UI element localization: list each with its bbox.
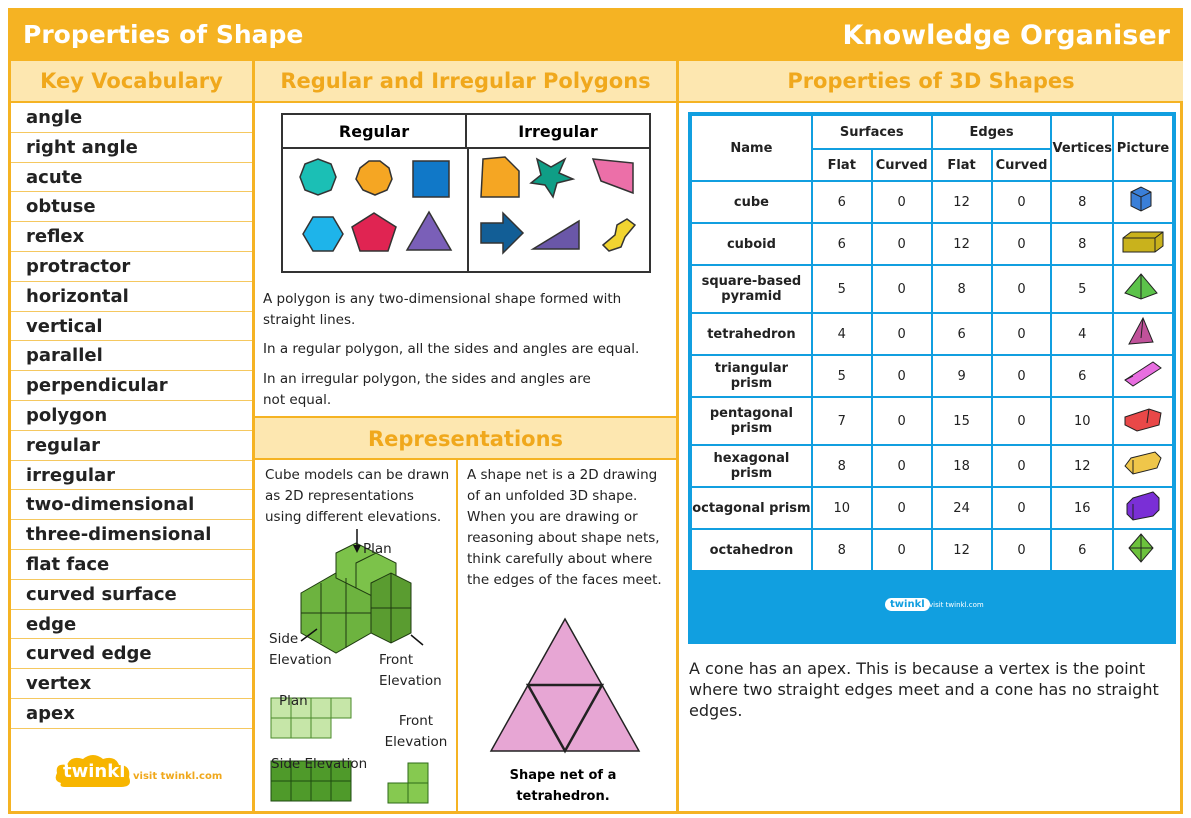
square-pyramid-icon	[1119, 271, 1167, 303]
vocab-item: regular	[11, 431, 252, 461]
edges-curved-cell: 0	[992, 397, 1052, 445]
col-surfaces-curved: Curved	[872, 149, 932, 181]
irregular-triangle	[533, 221, 579, 249]
shape-name-cell: triangular prism	[691, 355, 812, 397]
vocab-item: curved edge	[11, 639, 252, 669]
shapes3d-table-frame	[688, 112, 1176, 644]
label-front-elevation-2: Front Elevation	[384, 713, 448, 750]
middle-column	[255, 61, 679, 814]
vocab-item: parallel	[11, 341, 252, 371]
octagonal-prism-icon	[1119, 490, 1167, 522]
vertices-cell: 4	[1051, 313, 1113, 355]
col-edges: Edges	[932, 115, 1052, 149]
table-footer-logo	[885, 596, 985, 620]
label-front-elevation: Front Elevation	[379, 652, 442, 689]
shapes3d-table	[690, 114, 1174, 572]
top-banner	[11, 11, 1180, 61]
edges-flat-cell: 8	[932, 265, 992, 313]
vertices-cell: 8	[1051, 223, 1113, 265]
shapes3d-heading: Properties of 3D Shapes	[679, 61, 1183, 103]
shape-name-cell: octagonal prism	[691, 487, 812, 529]
edges-curved-cell: 0	[992, 223, 1052, 265]
picture-cell	[1113, 397, 1173, 445]
irregular-pentagon	[481, 157, 519, 197]
vertices-cell: 16	[1051, 487, 1113, 529]
edges-curved-cell: 0	[992, 355, 1052, 397]
shape-row	[691, 487, 1173, 529]
edges-curved-cell: 0	[992, 529, 1052, 571]
twinkl-footer-visit: visit twinkl.com	[929, 601, 984, 609]
surfaces-flat-cell: 4	[812, 313, 872, 355]
vocab-item: angle	[11, 103, 252, 133]
shape-net-text: A shape net is a 2D drawing of an unfolded 3D shape. When you are drawing or reasoning about shape nets, think carefully about where the edges of the faces meet.	[467, 467, 662, 588]
vertices-cell: 8	[1051, 181, 1113, 223]
vocab-item: flat face	[11, 550, 252, 580]
shape-row	[691, 223, 1173, 265]
picture-cell	[1113, 445, 1173, 487]
shape-row	[691, 265, 1173, 313]
vertices-cell: 5	[1051, 265, 1113, 313]
page-title: Properties of Shape	[23, 20, 304, 49]
edges-flat-cell: 6	[932, 313, 992, 355]
shape-row	[691, 529, 1173, 571]
vocab-item: polygon	[11, 401, 252, 431]
shape-row	[691, 445, 1173, 487]
cube-icon	[1119, 184, 1167, 216]
col-surfaces: Surfaces	[812, 115, 932, 149]
regular-square	[413, 161, 449, 197]
vocab-item: right angle	[11, 133, 252, 163]
edges-curved-cell: 0	[992, 487, 1052, 529]
surfaces-curved-cell: 0	[872, 355, 932, 397]
twinkl-logo	[53, 751, 223, 799]
cube-models-text: Cube models can be drawn as 2D representations using different elevations.	[265, 467, 450, 525]
twinkl-visit-text: visit twinkl.com	[133, 771, 223, 782]
polygon-text-2: In a regular polygon, all the sides and angles are equal.	[263, 341, 640, 357]
irregular-l-shape	[603, 219, 635, 251]
twinkl-footer-badge: twinkl	[885, 598, 930, 611]
irregular-arrow	[481, 213, 523, 253]
col-name: Name	[691, 115, 812, 181]
shape-name-cell: tetrahedron	[691, 313, 812, 355]
polygon-text-3: In an irregular polygon, the sides and angles are not equal.	[263, 371, 591, 408]
cone-apex-text: A cone has an apex. This is because a vertex is the point where two straight edges meet and a cone has no straight edges.	[689, 659, 1159, 720]
shape-name-cell: hexagonal prism	[691, 445, 812, 487]
surfaces-curved-cell: 0	[872, 487, 932, 529]
col-edges-flat: Flat	[932, 149, 992, 181]
irregular-star	[531, 159, 573, 197]
shape-name-cell: cuboid	[691, 223, 812, 265]
vocab-item: apex	[11, 699, 252, 729]
surfaces-curved-cell: 0	[872, 397, 932, 445]
vertices-cell: 10	[1051, 397, 1113, 445]
picture-cell	[1113, 181, 1173, 223]
vocab-item: protractor	[11, 252, 252, 282]
surfaces-curved-cell: 0	[872, 181, 932, 223]
surfaces-flat-cell: 8	[812, 445, 872, 487]
picture-cell	[1113, 529, 1173, 571]
surfaces-flat-cell: 5	[812, 265, 872, 313]
col-surfaces-flat: Flat	[812, 149, 872, 181]
shape-name-cell: pentagonal prism	[691, 397, 812, 445]
edges-curved-cell: 0	[992, 445, 1052, 487]
shape-name-cell: square-based pyramid	[691, 265, 812, 313]
shape-net-caption: Shape net of a tetrahedron.	[509, 768, 617, 804]
col-edges-curved: Curved	[992, 149, 1052, 181]
surfaces-curved-cell: 0	[872, 313, 932, 355]
edges-curved-cell: 0	[992, 313, 1052, 355]
edges-flat-cell: 18	[932, 445, 992, 487]
shape-row	[691, 313, 1173, 355]
vocab-item: obtuse	[11, 192, 252, 222]
vocab-item: edge	[11, 610, 252, 640]
vocab-heading: Key Vocabulary	[11, 61, 252, 103]
vocab-item: two-dimensional	[11, 490, 252, 520]
vocab-item: perpendicular	[11, 371, 252, 401]
polygons-heading: Regular and Irregular Polygons	[255, 61, 676, 103]
cuboid-icon	[1119, 226, 1167, 258]
surfaces-flat-cell: 10	[812, 487, 872, 529]
surfaces-flat-cell: 6	[812, 223, 872, 265]
vocab-list	[11, 103, 252, 729]
twinkl-logo-text: twinkl	[63, 761, 126, 782]
vertices-cell: 6	[1051, 355, 1113, 397]
regular-hexagon	[303, 217, 343, 251]
knowledge-organiser	[8, 8, 1183, 814]
regular-octagon	[300, 159, 336, 195]
edges-flat-cell: 12	[932, 529, 992, 571]
vocab-item: three-dimensional	[11, 520, 252, 550]
regular-triangle	[407, 212, 451, 250]
surfaces-curved-cell: 0	[872, 265, 932, 313]
shape-row	[691, 181, 1173, 223]
vocab-item: irregular	[11, 461, 252, 491]
vertices-cell: 12	[1051, 445, 1113, 487]
tetrahedron-icon	[1119, 316, 1167, 348]
surfaces-flat-cell: 5	[812, 355, 872, 397]
label-plan: Plan	[363, 541, 392, 557]
vocab-item: curved surface	[11, 580, 252, 610]
surfaces-flat-cell: 7	[812, 397, 872, 445]
irregular-header: Irregular	[467, 115, 649, 149]
surfaces-flat-cell: 6	[812, 181, 872, 223]
surfaces-flat-cell: 8	[812, 529, 872, 571]
page-subtitle: Knowledge Organiser	[842, 20, 1170, 51]
edges-flat-cell: 12	[932, 181, 992, 223]
front-elevation-grid	[388, 763, 428, 803]
edges-flat-cell: 9	[932, 355, 992, 397]
tetrahedron-net	[485, 615, 645, 755]
picture-cell	[1113, 265, 1173, 313]
regular-header: Regular	[283, 115, 467, 149]
irregular-quadrilateral	[593, 159, 633, 193]
pentagonal-prism-icon	[1119, 403, 1167, 435]
vocab-item: vertical	[11, 312, 252, 342]
regular-nonagon	[356, 161, 392, 195]
polygon-text-1: A polygon is any two-dimensional shape formed with straight lines.	[263, 291, 622, 328]
edges-curved-cell: 0	[992, 265, 1052, 313]
shape-name-cell: octahedron	[691, 529, 812, 571]
triangular-prism-icon	[1119, 358, 1167, 390]
shapes3d-table-body	[691, 181, 1173, 571]
octahedron-icon	[1119, 532, 1167, 564]
label-side-elevation-2: Side Elevation	[271, 756, 368, 772]
edges-flat-cell: 12	[932, 223, 992, 265]
shape-name-cell: cube	[691, 181, 812, 223]
surfaces-curved-cell: 0	[872, 445, 932, 487]
edges-curved-cell: 0	[992, 181, 1052, 223]
vertices-cell: 6	[1051, 529, 1113, 571]
vocab-item: horizontal	[11, 282, 252, 312]
col-vertices: Vertices	[1051, 115, 1113, 181]
representations-heading: Representations	[255, 416, 676, 460]
shape-row	[691, 355, 1173, 397]
picture-cell	[1113, 223, 1173, 265]
picture-cell	[1113, 313, 1173, 355]
label-plan-2: Plan	[279, 693, 308, 709]
regular-pentagon	[352, 213, 396, 251]
surfaces-curved-cell: 0	[872, 529, 932, 571]
shapes3d-column	[679, 61, 1183, 814]
vocab-item: vertex	[11, 669, 252, 699]
surfaces-curved-cell: 0	[872, 223, 932, 265]
edges-flat-cell: 24	[932, 487, 992, 529]
edges-flat-cell: 15	[932, 397, 992, 445]
vocab-item: reflex	[11, 222, 252, 252]
shape-row	[691, 397, 1173, 445]
picture-cell	[1113, 487, 1173, 529]
polygons-table	[281, 113, 651, 273]
vocab-column	[11, 61, 255, 814]
picture-cell	[1113, 355, 1173, 397]
vocab-item: acute	[11, 163, 252, 193]
col-picture: Picture	[1113, 115, 1173, 181]
polygon-shapes	[283, 149, 649, 271]
label-side-elevation: Side Elevation	[269, 631, 332, 668]
hexagonal-prism-icon	[1119, 448, 1167, 480]
